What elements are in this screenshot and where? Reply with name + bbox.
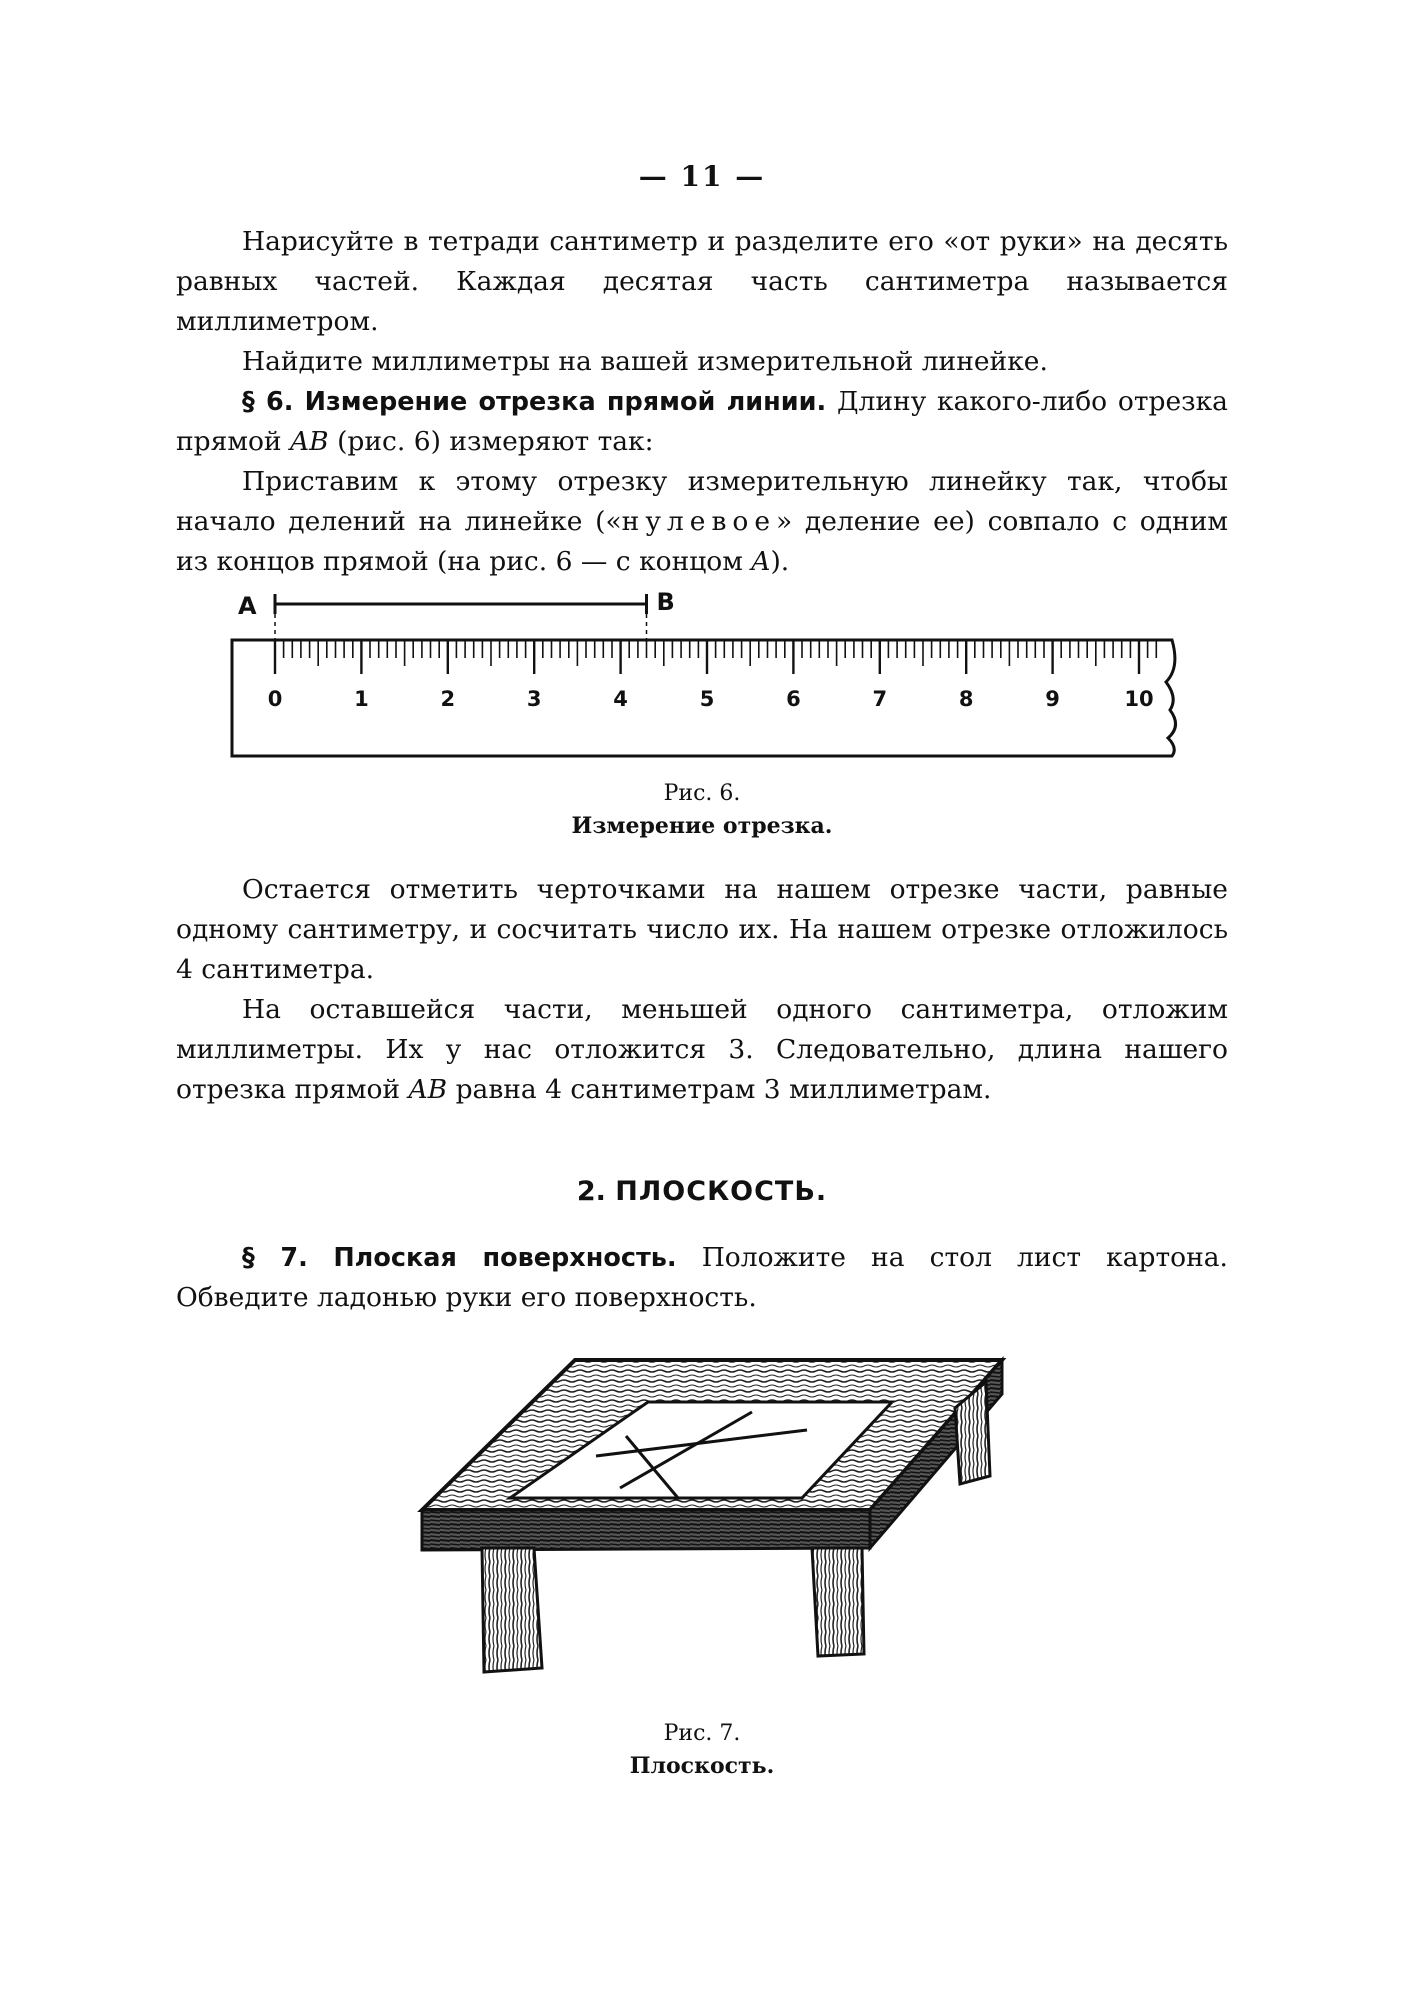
- figure-7-caption-number: Рис. 7.: [663, 1721, 741, 1746]
- chapter-title: [0, 1176, 1404, 1207]
- ruler-tick-label: 10: [1124, 687, 1154, 711]
- ruler-tick-label: 8: [958, 687, 974, 711]
- table-right-leg: [812, 1548, 864, 1656]
- chapter-title-text: ПЛОСКОСТЬ.: [615, 1176, 828, 1207]
- section-6-heading: § 6. Измерение отрезка прямой линии.: [242, 387, 827, 417]
- result-segment-label: AB: [408, 1074, 448, 1105]
- section-7-text: Положите на стол лист картона. Обведите ладонью руки его поверхность.: [176, 1242, 1228, 1313]
- ruler-tick-marks: [275, 640, 1156, 674]
- figure-6-ruler: [220, 578, 1200, 772]
- paragraph-ruler-placement: [176, 462, 1228, 582]
- ruler-placement-end: ).: [770, 546, 790, 577]
- result-before: На оставшейся части, меньшей одного сантиметра, отложим миллиметры. Их у нас отложится 3. Следовательно, длина нашего отрезка прямой: [176, 994, 1228, 1105]
- section-6-intro-after: (рис. 6) измеряют так:: [337, 426, 654, 457]
- ruler-tick-label: 1: [354, 687, 369, 711]
- paragraph-find-millimeters: Найдите миллиметры на вашей измерительной линейке.: [242, 346, 1048, 377]
- ruler-tick-label: 7: [872, 687, 888, 711]
- figure-7-table-illustration: [400, 1338, 1020, 1708]
- result-after: равна 4 сантиметрам 3 миллиметрам.: [455, 1074, 992, 1105]
- figure-7-caption-title: Плоскость.: [629, 1753, 775, 1779]
- section-6-intro-before: Длину какого-либо отрезка прямой: [176, 386, 1228, 457]
- ruler-tick-label: 2: [440, 687, 456, 711]
- ruler-tick-label: 5: [699, 687, 715, 711]
- ruler-placement-zero-word: нулевое: [621, 506, 776, 537]
- paragraph-section-7: [176, 1238, 1228, 1318]
- ruler-tick-label: 9: [1045, 687, 1060, 711]
- paragraph-mark-centimeters: Остается отметить черточками на нашем отрезке части, равные одному сантиметру, и сосчитать число их. На нашем отрезке отложилось 4 сантиметра.: [176, 874, 1228, 985]
- segment-label-b: B: [656, 588, 675, 616]
- ruler-tick-label: 6: [786, 687, 801, 711]
- paragraph-result: [176, 990, 1228, 1110]
- ruler-tick-label: 4: [613, 687, 628, 711]
- ruler-placement-end-letter: A: [751, 546, 771, 577]
- page-number: — 11 —: [638, 160, 766, 193]
- ruler-placement-mid: » деление ее) совпало с одним из концов прямой (на рис. 6 — с концом: [176, 506, 1228, 577]
- paragraph-section-6: [176, 382, 1228, 462]
- lower-text-block: [176, 870, 1228, 1110]
- table-front-edge: [422, 1510, 870, 1550]
- ruler-tick-labels: [268, 687, 1154, 711]
- section-6-segment-label: AB: [290, 426, 329, 457]
- paragraph-centimeter: Нарисуйте в тетради сантиметр и разделите его «от руки» на десять равных частей. Каждая десятая часть сантиметра называется миллиметром.: [176, 226, 1228, 337]
- section-7-heading: § 7. Плоская поверхность.: [242, 1243, 677, 1273]
- ruler-tick-label: 0: [267, 687, 283, 711]
- chapter-number: 2.: [576, 1176, 606, 1207]
- table-left-leg: [482, 1548, 542, 1672]
- figure-6-caption-title: Измерение отрезка.: [571, 813, 833, 839]
- segment-label-a: A: [238, 592, 257, 620]
- figure-6-caption: [0, 778, 1404, 842]
- ruler-tick-label: 3: [526, 687, 542, 711]
- upper-text-block: [176, 222, 1228, 582]
- figure-6-caption-number: Рис. 6.: [663, 781, 741, 806]
- section-7-block: [176, 1238, 1228, 1318]
- figure-7-caption: [0, 1718, 1404, 1782]
- ruler-placement-before: Приставим к этому отрезку измерительную линейку так, чтобы начало делений на линейке («: [176, 466, 1228, 537]
